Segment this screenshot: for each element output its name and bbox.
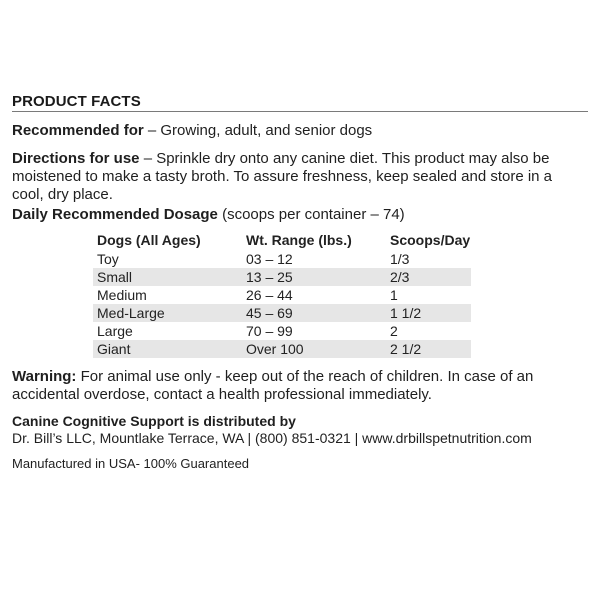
dog-size-cell: Small [93, 268, 242, 286]
section-title: PRODUCT FACTS [12, 93, 141, 110]
directions-text: – Sprinkle dry onto any canine diet. This product may also be moistened to make a tasty broth. To assure freshness, keep sealed and store in a cool, dry place. [12, 150, 553, 203]
table-row [93, 286, 471, 304]
scoops-cell: 2/3 [386, 268, 471, 286]
table-row [93, 250, 471, 268]
dog-size-cell: Medium [97, 287, 147, 303]
dog-size-cell: Toy [97, 251, 119, 267]
scoops-cell: 1 [390, 287, 398, 303]
recommended-for-paragraph [12, 122, 584, 140]
recommended-for-label: Recommended for [12, 122, 144, 139]
warning-label: Warning: [12, 368, 77, 385]
scoops-cell: 1/3 [390, 251, 410, 267]
dosage-table-header-row [93, 230, 471, 250]
distributor-details: Dr. Bill’s LLC, Mountlake Terrace, WA | (800) 851-0321 | www.drbillspetnutrition.com [12, 430, 532, 446]
weight-range-cell: 45 – 69 [242, 304, 386, 322]
column-header-weight-range: Wt. Range (lbs.) [246, 232, 352, 248]
warning-paragraph [12, 368, 584, 404]
dog-size-cell: Giant [93, 340, 242, 358]
table-row [93, 268, 471, 286]
manufactured-note: Manufactured in USA- 100% Guaranteed [12, 456, 250, 471]
dog-size-cell: Med-Large [93, 304, 242, 322]
dosage-heading [12, 206, 584, 224]
dosage-note: (scoops per container – 74) [222, 206, 405, 223]
title-divider [12, 111, 588, 112]
dosage-table [93, 230, 471, 358]
dog-size-cell: Large [97, 323, 133, 339]
table-row [93, 340, 471, 358]
table-row [93, 304, 471, 322]
table-row [93, 322, 471, 340]
distributor-heading: Canine Cognitive Support is distributed by [12, 413, 296, 429]
weight-range-cell: 03 – 12 [246, 251, 293, 267]
weight-range-cell: 26 – 44 [246, 287, 293, 303]
weight-range-cell: 13 – 25 [242, 268, 386, 286]
scoops-cell: 1 1/2 [386, 304, 471, 322]
weight-range-cell: Over 100 [242, 340, 386, 358]
directions-paragraph [12, 150, 584, 204]
dosage-label: Daily Recommended Dosage [12, 206, 218, 223]
scoops-cell: 2 1/2 [386, 340, 471, 358]
weight-range-cell: 70 – 99 [246, 323, 293, 339]
warning-text: For animal use only - keep out of the reach of children. In case of an accidental overdose, contact a health professional immediately. [12, 368, 534, 403]
column-header-scoops-per-day: Scoops/Day [390, 232, 471, 248]
scoops-cell: 2 [390, 323, 398, 339]
recommended-for-text: – Growing, adult, and senior dogs [147, 122, 373, 139]
directions-label: Directions for use [12, 150, 140, 167]
column-header-dogs: Dogs (All Ages) [97, 232, 201, 248]
